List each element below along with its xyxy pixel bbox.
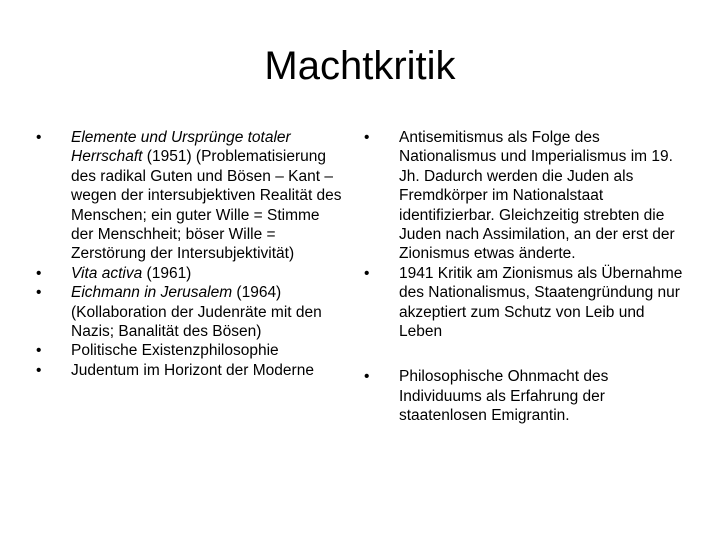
list-item [36,283,346,341]
list-item [36,264,346,283]
right-bullet-list [364,128,684,426]
list-item: • 1941 Kritik am Zionismus als Übernahme des Nationalismus, Staatengründung nur akzeptiert zum Schutz von Leib und Leben [364,264,684,342]
slide-title: Machtkritik [264,44,456,88]
item-text: (1961) [142,264,192,282]
list-item [36,128,346,264]
left-column [36,128,346,380]
item-text: (1951) (Problematisierung des radikal Guten und Bösen – Kant – wegen der intersubjektiven Realität des Menschen; ein guter Wille = Stimme der Menschheit; böser Wille = Zerstörung der Intersubjektivität) [71,148,342,263]
list-item: • Philosophische Ohnmacht des Individuums als Erfahrung der staatenlosen Emigrantin. [364,367,684,425]
work-title: Vita activa [71,264,143,282]
work-title: Eichmann in Jerusalem [71,284,233,302]
left-bullet-list [36,128,346,380]
item-text: (1964) (Kollaboration der Judenräte mit den Nazis; Banalität des Bösen) [71,284,322,341]
list-item: • Judentum im Horizont der Moderne [36,361,346,380]
right-column [364,128,684,426]
list-item: • Politische Existenzphilosophie [36,341,346,360]
list-item: • Antisemitismus als Folge des Nationalismus und Imperialismus im 19. Jh. Dadurch werden die Juden als Fremdkörper im Nationalstaat identifizierbar. Gleichzeitig strebten die Juden nach Assimilation, an der erst der Zionismus etwas änderte. [364,128,684,264]
work-title: Elemente und Ursprünge totaler Herrschaft [71,129,291,166]
